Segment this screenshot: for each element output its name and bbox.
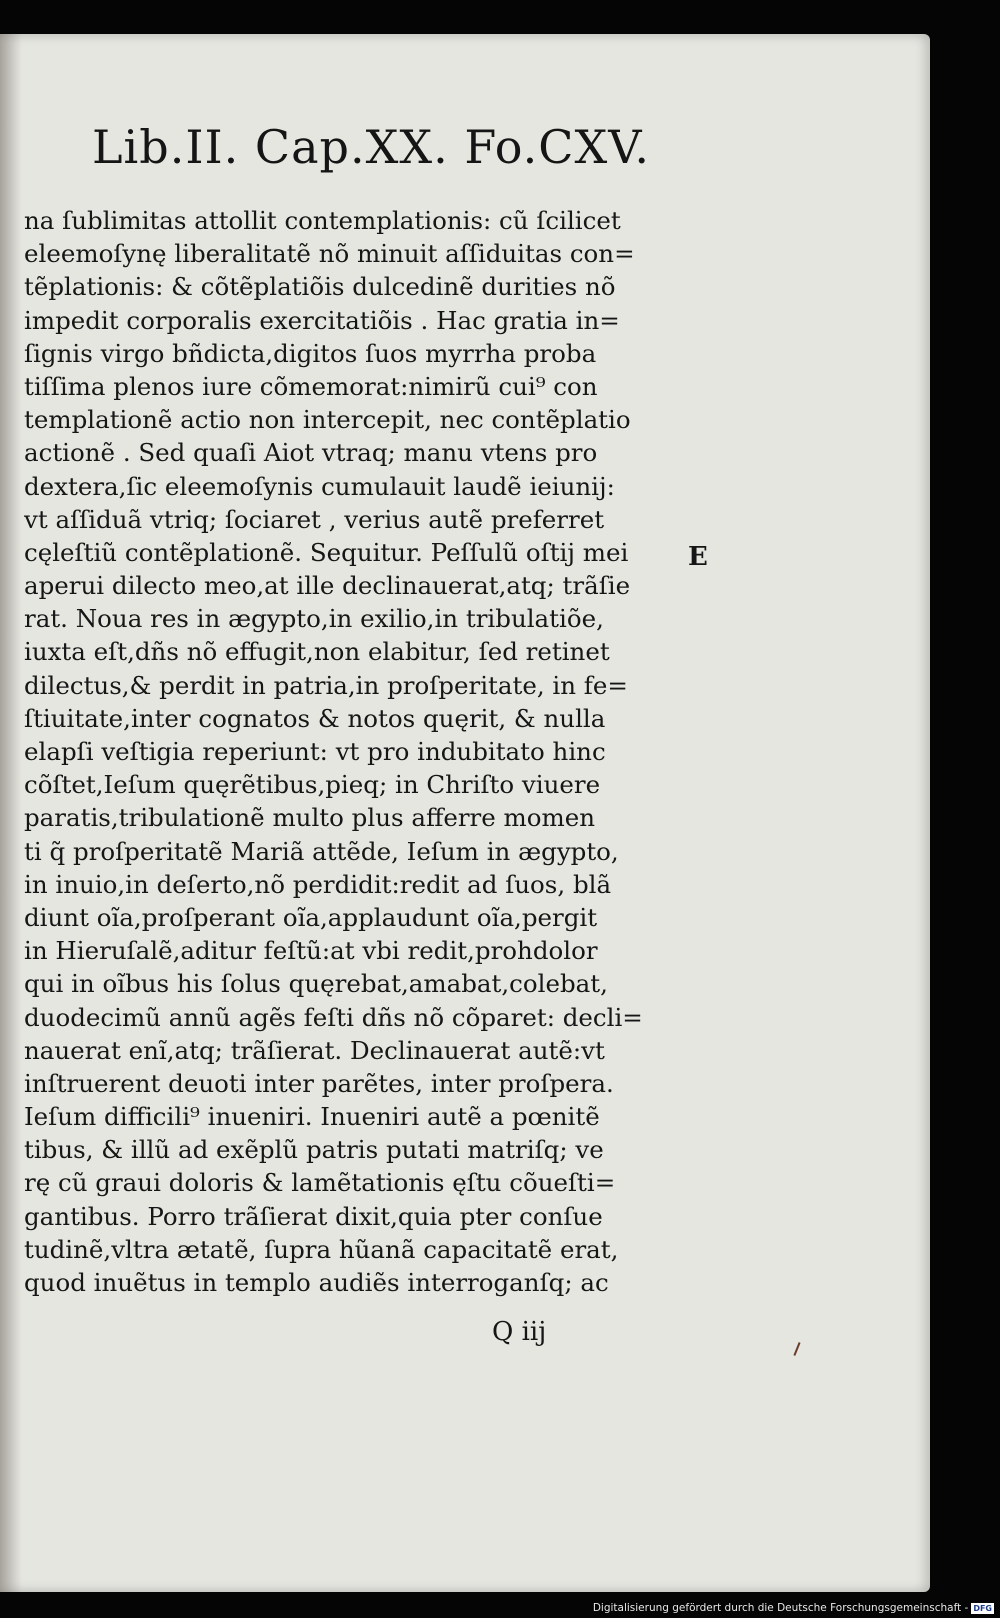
text-line: eleemoſynę liberalitatẽ nõ minuit aſſiduitas con=: [24, 239, 635, 269]
text-line: vt aſſiduã vtriq; ſociaret , verius autẽ preferret: [24, 504, 605, 534]
text-line: paratis,tribulationẽ multo plus afferre momen: [24, 803, 596, 833]
text-line: cęleſtiũ contẽplationẽ. Sequitur. Peſſulũ oſtij mei: [24, 537, 629, 567]
digitization-credit: [593, 1602, 994, 1614]
credit-text: Digitalisierung gefördert durch die Deutsche Forschungsgemeinschaft -: [592, 1602, 969, 1614]
text-line: impedit corporalis exercitatiõis . Hac gratia in=: [24, 305, 620, 335]
text-line: nauerat enĩ,atq; trãſierat. Declinauerat autẽ:vt: [24, 1035, 605, 1065]
text-line: diunt oĩa,proſperant oĩa,applaudunt oĩa,pergit: [24, 902, 598, 932]
text-line: aperui dilecto meo,at ille declinauerat,atq; trãſie: [24, 571, 631, 601]
text-line: in inuio,in deſerto,nõ perdidit:redit ad ſuos, blã: [24, 869, 612, 899]
text-line: ti q̃ proſperitatẽ Mariã attẽde, Ieſum in ægypto,: [24, 836, 619, 866]
text-line: quod inuẽtus in templo audiẽs interroganſq; ac: [24, 1268, 609, 1297]
text-line: rę cũ graui doloris & lamẽtationis ęſtu cõueſti=: [24, 1168, 616, 1198]
text-block: [24, 204, 676, 1299]
text-line: iuxta eſt,dñs nõ effugit,non elabitur, ſed retinet: [24, 637, 610, 667]
text-line: duodecimũ annũ agẽs feſti dñs nõ cõparet: decli=: [24, 1002, 643, 1032]
gutter-shadow: [0, 34, 22, 1592]
text-line: actionẽ . Sed quaſi Aiot vtraq; manu vtens pro: [24, 438, 598, 468]
text-line: inſtruerent deuoti inter parẽtes, inter proſpera.: [24, 1068, 614, 1098]
margin-section-letter: E: [688, 542, 708, 572]
text-line: dextera,ſic eleemoſynis cumulauit laudẽ ieiunij:: [24, 471, 615, 501]
text-line: ſignis virgo bñdicta,digitos ſuos myrrha proba: [24, 338, 597, 368]
text-line: tudinẽ,vltra ætatẽ, ſupra hũanã capacitatẽ erat,: [24, 1234, 619, 1264]
text-line: Ieſum difficili⁹ inueniri. Inueniri autẽ a pœnitẽ: [24, 1102, 600, 1132]
text-line: qui in oĩbus his ſolus quęrebat,amabat,colebat,: [24, 969, 608, 999]
text-line: rat. Noua res in ægypto,in exilio,in tribulatiõe,: [24, 604, 604, 634]
text-line: tẽplationis: & cõtẽplatiõis dulcedinẽ durities nõ: [24, 272, 616, 302]
book-page: [0, 34, 930, 1592]
text-line: na ſublimitas attollit contemplationis: cũ ſcilicet: [24, 206, 621, 235]
text-line: tiſſima plenos iure cõmemorat:nimirũ cui⁹ con: [24, 371, 598, 401]
signature-mark: Q iij: [492, 1317, 547, 1347]
text-line: gantibus. Porro trãſierat dixit,quia pter conſue: [24, 1201, 603, 1231]
text-line: templationẽ actio non intercepit, nec contẽplatio: [24, 405, 631, 435]
dfg-logo: DFG: [973, 1603, 992, 1613]
text-line: cõſtet,Ieſum quęrẽtibus,pieq; in Chriſto viuere: [24, 770, 601, 800]
text-line: dilectus,& perdit in patria,in proſperitate, in fe=: [24, 670, 628, 700]
text-line: ſtiuitate,inter cognatos & notos quęrit, & nulla: [24, 703, 606, 733]
pen-stroke-mark: [793, 1342, 800, 1356]
text-line: in Hieruſalẽ,aditur feſtũ:at vbi redit,prohdolor: [24, 936, 598, 966]
text-line: elapſi veſtigia reperiunt: vt pro indubitato hinc: [24, 737, 606, 766]
running-head: Lib.II. Cap.XX. Fo.CXV.: [92, 120, 650, 174]
text-line: tibus, & illũ ad exẽplũ patris putati matriſq; ve: [24, 1135, 604, 1165]
